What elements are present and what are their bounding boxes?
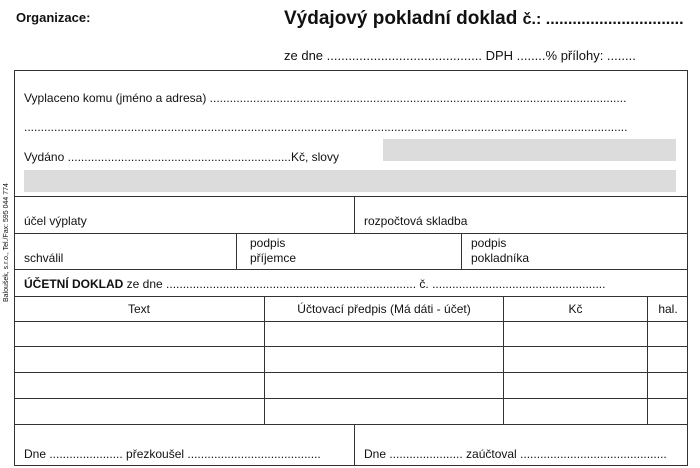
- divider: [236, 233, 237, 269]
- address-dotted-line: .....................................................................................................................................................................................: [24, 120, 628, 134]
- prezkousel-line: Dne ...................... přezkoušel ........................................: [24, 447, 321, 461]
- amount-words-continuation-field[interactable]: [24, 170, 676, 192]
- table-row: [14, 321, 688, 322]
- footer-divider: [354, 424, 355, 466]
- schvalil-label: schválil: [24, 251, 64, 265]
- col-header-kc: Kč: [568, 302, 583, 316]
- table-row: [14, 372, 688, 373]
- doc-title-text: Výdajový pokladní doklad: [284, 8, 518, 29]
- col-header-predpis: Účtovací předpis (Má dáti - účet): [297, 302, 471, 316]
- divider: [461, 233, 462, 269]
- side-publisher-text: Baloušek, s.r.o., Tel./Fax: 595 044 774: [3, 183, 10, 302]
- table-bottom: [14, 424, 688, 425]
- ucetni-doklad-rest: ze dne ........................................................................... č. ....................................................: [123, 277, 606, 291]
- divider: [14, 196, 688, 197]
- col-header-hal: hal.: [658, 302, 678, 316]
- vydano-line: Vydáno ...................................................................Kč, slovy: [24, 150, 339, 164]
- podpis-prijemce-2: příjemce: [250, 251, 297, 265]
- podpis-pokladnika-1: podpis: [471, 236, 507, 250]
- ucel-label: účel výplaty: [24, 214, 87, 228]
- divider: [14, 233, 688, 234]
- ucetni-doklad-label: ÚČETNÍ DOKLAD: [24, 277, 124, 291]
- amount-words-field[interactable]: [383, 139, 676, 161]
- table-top: [14, 296, 688, 297]
- doc-title: [284, 8, 684, 30]
- table-row: [14, 346, 688, 347]
- table-row: [14, 398, 688, 399]
- date-dph-line: ze dne ........................................... DPH ........% přílohy: ........: [284, 48, 636, 63]
- rozpoctova-label: rozpočtová skladba: [364, 214, 468, 228]
- divider: [354, 196, 355, 233]
- col-header-text: Text: [127, 302, 150, 316]
- vyplaceno-line: Vyplaceno komu (jméno a adresa) .............................................................................................................................: [24, 91, 627, 105]
- zauctoval-line: Dne ...................... zaúčtoval ............................................: [364, 447, 667, 461]
- podpis-pokladnika-2: pokladníka: [471, 251, 530, 265]
- doc-number: č.: ...............................: [522, 11, 684, 28]
- ucetni-doklad-line: [24, 277, 605, 291]
- organizace-label: Organizace:: [16, 10, 91, 25]
- podpis-prijemce-1: podpis: [250, 236, 286, 250]
- divider: [14, 269, 688, 270]
